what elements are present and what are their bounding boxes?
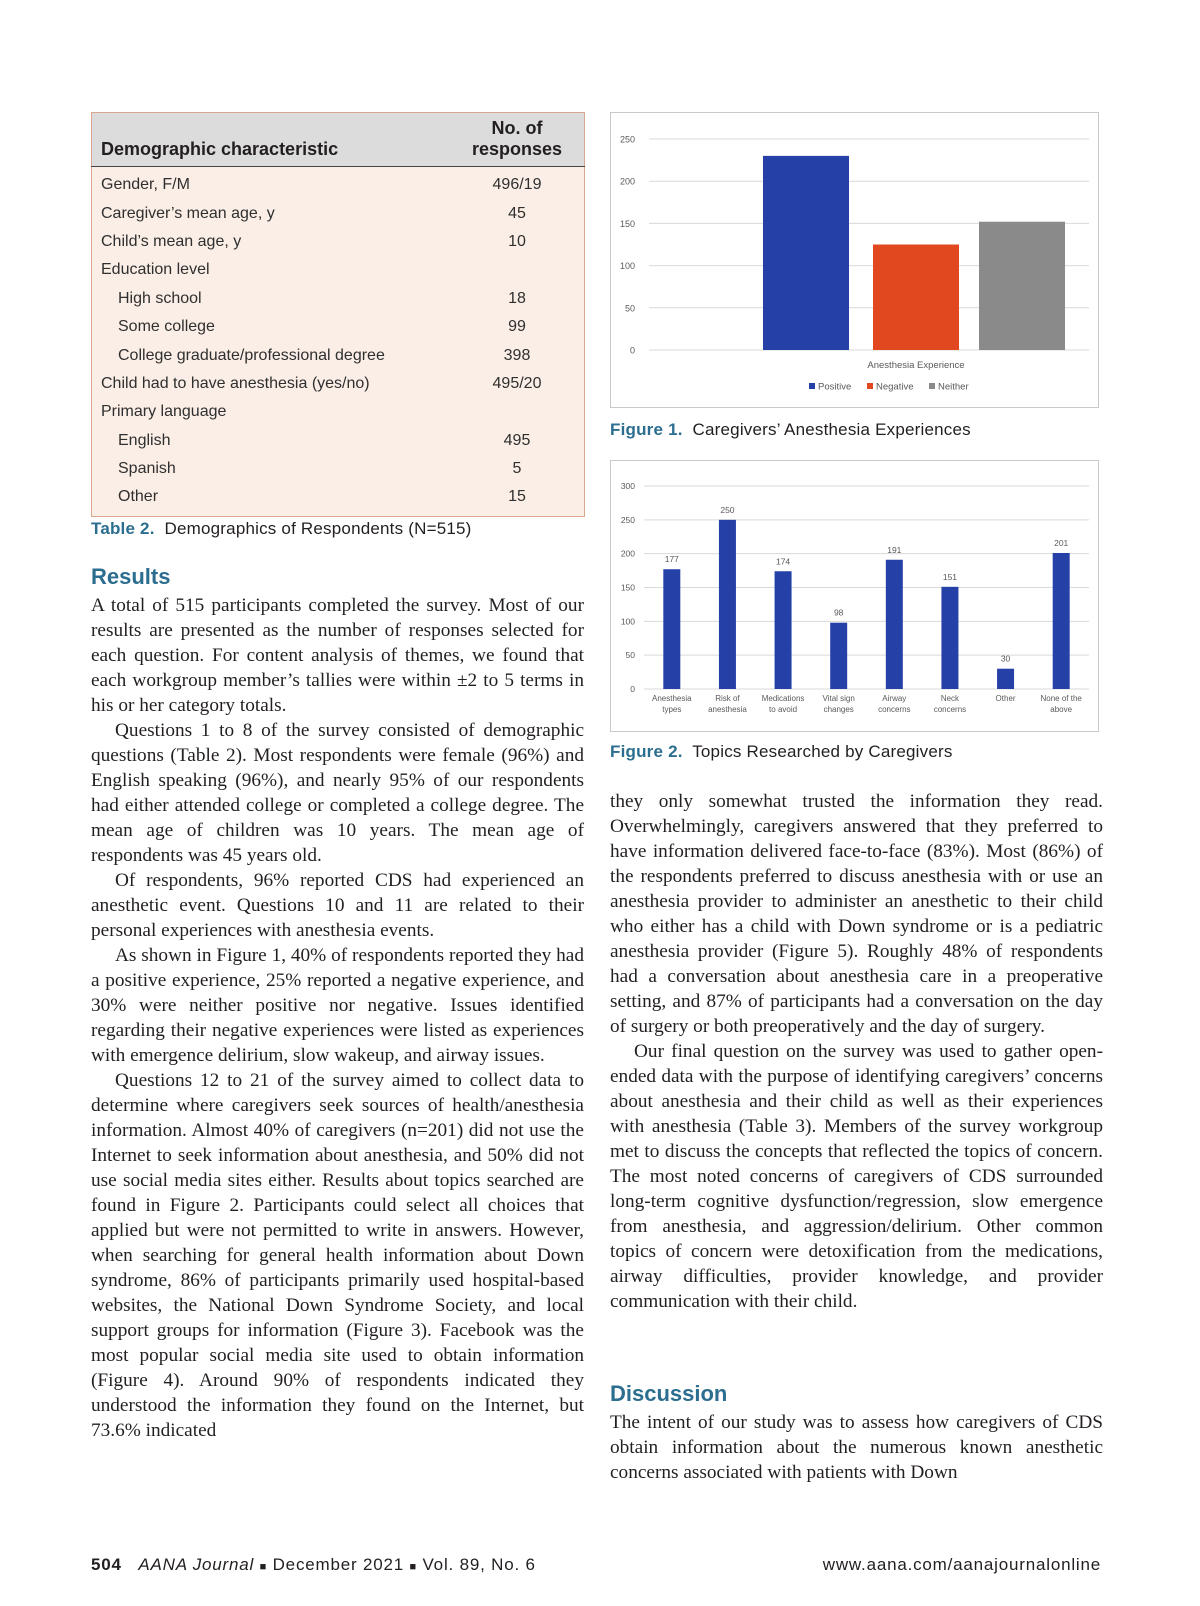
data-label: 191: [887, 544, 902, 555]
table-cell-label: Spanish: [118, 460, 176, 478]
x-tick-label: concerns: [933, 705, 967, 714]
paragraph: Our final question on the survey was used to gather open-ended data with the purpose of identifying caregivers’ concerns about anesthesia and their child as well as their experiences with anesthesia (Table 3). Members of the survey workgroup met to discuss the concepts that reflected the topics of concern. The most noted concerns of caregivers of CDS surrounded long-term cognitive dysfunction/regression, slow emergence from anesthesia, and aggression/delirium. Other common topics of concern were detoxification from the medications, airway difficulties, provider knowledge, and provider communication with their child.: [610, 1041, 1103, 1312]
y-tick-label: 50: [625, 650, 635, 661]
x-tick-label: to avoid: [769, 705, 798, 714]
table-cell-label: Primary language: [101, 403, 227, 421]
x-tick-label: Other: [995, 694, 1016, 703]
bar-neither: [979, 222, 1065, 350]
table-row: [92, 199, 585, 227]
bar: [941, 587, 958, 689]
y-tick-label: 200: [620, 548, 635, 559]
table-cell-value: [449, 398, 585, 426]
legend-swatch: [929, 383, 935, 389]
table-cell-value: 496/19: [492, 176, 542, 194]
table-row: [92, 483, 585, 516]
x-tick-label: Neck: [940, 694, 960, 703]
table-cell-value: 45: [508, 204, 526, 222]
data-label: 98: [833, 607, 844, 618]
table-cell-value: 495/20: [492, 374, 542, 392]
table-header-characteristic: Demographic characteristic: [92, 113, 450, 167]
y-tick-label: 150: [619, 218, 635, 229]
paragraph: Of respondents, 96% reported CDS had experienced an anesthetic event. Questions 10 and 11 are related to their personal experiences with anesthesia events.: [91, 870, 584, 941]
x-tick-label: Anesthesia: [652, 694, 692, 703]
footer-bullet: ■: [259, 1561, 268, 1573]
table-cell-label: High school: [118, 289, 202, 307]
table-cell-value: 99: [508, 318, 526, 336]
bar: [1053, 553, 1070, 689]
legend-label: Positive: [818, 381, 852, 393]
results-heading: Results: [91, 564, 171, 589]
legend-swatch: [809, 383, 815, 389]
y-tick-label: 100: [619, 261, 635, 272]
y-tick-label: 0: [629, 345, 635, 356]
data-label: 177: [664, 554, 679, 565]
discussion-body: [610, 1410, 1103, 1485]
demographics-table: [91, 112, 585, 517]
discussion-heading: Discussion: [610, 1381, 728, 1406]
results-body: [91, 593, 584, 1443]
figure1-caption-label: Figure 1.: [610, 420, 683, 439]
y-tick-label: 100: [620, 616, 635, 627]
table-cell-label: Other: [118, 488, 159, 506]
figure2-caption-label: Figure 2.: [610, 742, 683, 761]
legend-swatch: [867, 383, 873, 389]
legend-label: Neither: [938, 381, 969, 393]
y-tick-label: 250: [619, 134, 635, 145]
y-tick-label: 150: [620, 582, 635, 593]
right-column-body: [610, 789, 1103, 1314]
volume-issue: Vol. 89, No. 6: [422, 1555, 536, 1574]
y-tick-label: 300: [620, 481, 635, 491]
table-row: [92, 398, 585, 426]
table-cell-label: Caregiver’s mean age, y: [101, 204, 275, 222]
table-cell-label: Child’s mean age, y: [101, 232, 242, 250]
table-cell-label: Education level: [101, 261, 210, 279]
y-tick-label: 50: [624, 303, 635, 314]
x-tick-label: anesthesia: [708, 705, 747, 714]
x-axis-label: Anesthesia Experience: [867, 360, 965, 371]
x-tick-label: Risk of: [715, 694, 740, 703]
table-row: [92, 285, 585, 313]
table-header-row: [92, 113, 585, 167]
table-cell-value: [449, 256, 585, 284]
data-label: 250: [720, 504, 735, 515]
bar-negative: [873, 245, 959, 351]
y-tick-label: 250: [620, 514, 635, 525]
x-tick-label: above: [1050, 705, 1073, 714]
paragraph: they only somewhat trusted the information they read. Overwhelmingly, caregivers answered that they preferred to have information delivered face-to-face (83%). Most (86%) of the respondents preferred to discuss anesthesia with or use an anesthesia provider to administer an anesthetic to their child who either has a child with Down syndrome or is a pediatric anesthesia provider (Figure 5). Roughly 48% of respondents had a conversation about anesthesia care in a preoperative setting, and 87% of participants had a conversation on the day of surgery or both preoperatively and the day of surgery.: [610, 791, 1103, 1037]
table-cell-label: Child had to have anesthesia (yes/no): [101, 374, 370, 392]
table-cell-value: 495: [503, 431, 531, 449]
y-tick-label: 200: [619, 176, 635, 187]
x-tick-label: Medications: [761, 694, 805, 703]
table-cell-value: 18: [508, 289, 526, 307]
figure1-caption: [610, 420, 971, 440]
bar: [886, 560, 903, 689]
x-tick-label: None of the: [1040, 694, 1082, 703]
table-row: [92, 228, 585, 256]
bar: [830, 623, 847, 689]
data-label: 174: [775, 556, 791, 567]
figure1-caption-text: Caregivers’ Anesthesia Experiences: [692, 420, 971, 439]
issue-date: December 2021: [272, 1555, 404, 1574]
y-tick-label: 0: [630, 684, 635, 694]
figure2-caption: [610, 742, 953, 762]
x-tick-label: changes: [823, 705, 854, 714]
bar-positive: [763, 156, 849, 350]
table-row: [92, 167, 585, 200]
table-cell-label: Some college: [118, 318, 215, 336]
figure1-svg: [611, 113, 1098, 407]
table-row: [92, 455, 585, 483]
table-cell-value: 398: [503, 346, 531, 364]
page-number: 504: [91, 1555, 122, 1574]
table-row: [92, 370, 585, 398]
x-tick-label: concerns: [878, 705, 911, 714]
table-cell-value: 15: [508, 488, 526, 506]
bar: [775, 571, 792, 689]
paragraph: The intent of our study was to assess how caregivers of CDS obtain information about the numerous known anesthetic concerns associated with patients with Down: [610, 1412, 1103, 1483]
table-caption-text: Demographics of Respondents (N=515): [164, 519, 472, 538]
legend-label: Negative: [876, 381, 914, 393]
footer-bullet: ■: [409, 1561, 417, 1573]
figure2-caption-text: Topics Researched by Caregivers: [692, 742, 953, 761]
table-cell-value: 5: [512, 460, 522, 478]
table-cell-label: English: [118, 431, 171, 449]
x-tick-label: Airway: [882, 694, 907, 703]
table-row: [92, 313, 585, 341]
paragraph: As shown in Figure 1, 40% of respondents reported they had a positive experience, 25% reported a negative experience, and 30% were neither positive nor negative. Issues identified regarding their negative experiences were listed as experiences with emergence delirium, slow wakeup, and airway issues.: [91, 945, 584, 1066]
table-header-responses: No. of responses: [449, 113, 585, 167]
figure2-svg: [611, 461, 1098, 731]
table-cell-label: College graduate/professional degree: [118, 346, 385, 364]
page-footer-left: [91, 1555, 536, 1575]
table-caption-label: Table 2.: [91, 519, 155, 538]
paragraph: Questions 1 to 8 of the survey consisted of demographic questions (Table 2). Most respondents were female (96%) and English speaking (96%), and nearly 95% of our respondents had either attended college or completed a college degree. The mean age of children was 10 years. The mean age of respondents was 45 years old.: [91, 720, 584, 866]
x-tick-label: types: [662, 705, 682, 714]
paragraph: A total of 515 participants completed the survey. Most of our results are presented as the number of responses selected for each question. For content analysis of themes, we found that each workgroup member’s tallies were within ±2 to 5 terms in his or her category totals.: [91, 595, 584, 716]
data-label: 201: [1054, 537, 1069, 548]
table-row: [92, 341, 585, 369]
x-tick-label: Vital sign: [822, 694, 855, 703]
bar: [719, 520, 736, 689]
journal-name: AANA Journal: [138, 1555, 255, 1574]
table-caption: [91, 519, 472, 539]
table-cell-label: Gender, F/M: [101, 176, 190, 194]
figure2-chart: [610, 460, 1099, 732]
paragraph: Questions 12 to 21 of the survey aimed to collect data to determine where caregivers seek sources of health/anesthesia information. Almost 40% of caregivers (n=201) did not use the Internet to seek information about anesthesia, and 50% did not use social media sites either. Results about topics searched are found in Figure 2. Participants could select all choices that applied but were not permitted to write in answers. However, when searching for general health information about Down syndrome, 86% of participants primarily used hospital-based websites, the National Down Syndrome Society, and local support groups for information (Figure 3). Facebook was the most popular social media site used to obtain information (Figure 4). Around 90% of respondents indicated they understood the information they found on the Internet, but 73.6% indicated: [91, 1070, 584, 1441]
data-label: 30: [1000, 653, 1011, 664]
table-row: [92, 427, 585, 455]
data-label: 151: [942, 571, 958, 582]
table-cell-value: 10: [508, 232, 526, 250]
table-body: [92, 167, 585, 517]
figure1-chart: [610, 112, 1099, 408]
table-row: [92, 256, 585, 284]
bar: [997, 669, 1014, 689]
bar: [663, 569, 680, 689]
journal-url[interactable]: www.aana.com/aanajournalonline: [822, 1555, 1101, 1574]
